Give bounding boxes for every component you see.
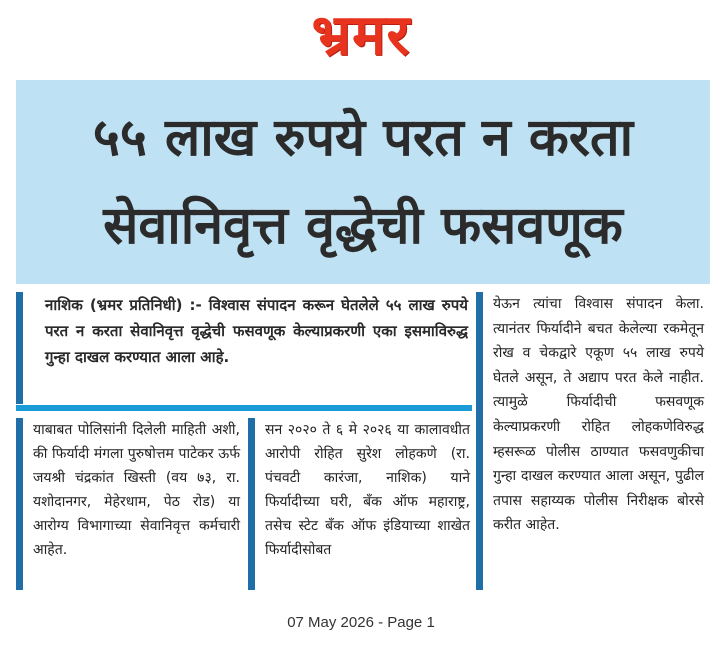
- masthead-logo: [0, 0, 722, 72]
- column-3-text: येऊन त्यांचा विश्वास संपादन केला. त्यानंतर फिर्यादीने बचत केलेल्या रकमेतून रोख व चेकद्वारे एकूण ५५ लाख रुपये घेतले असून, ते अद्याप परत केले नाहीत. त्यामुळे फिर्यादीची फसवणूक केल्याप्रकरणी रोहित लोहकणेविरुद्ध म्हसरूळ पोलीस ठाण्यात फसवणुकीचा गुन्हा दाखल करण्यात आला असून, पुढील तपास सहाय्यक पोलीस निरीक्षक बोरसे करीत आहेत.: [493, 296, 704, 534]
- article-column-1: [16, 418, 244, 590]
- headline-line-2: सेवानिवृत्त वृद्धेची फसवणूक: [103, 196, 623, 256]
- article-column-2: [248, 418, 474, 590]
- masthead-title: भ्रमर: [311, 3, 411, 68]
- column-2-text: सन २०२० ते ६ मे २०२६ या कालावधीत आरोपी रोहित सुरेश लोहकणे (रा. पंचवटी कारंजा, नाशिक) याने फिर्यादीच्या घरी, बँक ऑफ महाराष्ट्र, तसेच स्टेट बँक ऑफ इंडियाच्या शाखेत फिर्यादीसोबत: [265, 422, 470, 558]
- headline-line-1: ५५ लाख रुपये परत न करता: [92, 108, 634, 168]
- lead-paragraph: नाशिक (भ्रमर प्रतिनिधी) :- विश्वास संपादन करून घेतलेले ५५ लाख रुपये परत न करता सेवानिवृत्त वृद्धेची फसवणूक केल्याप्रकरणी एका इसमाविरुद्ध गुन्हा दाखल करण्यात आला आहे.: [16, 292, 472, 404]
- column-1-text: याबाबत पोलिसांनी दिलेली माहिती अशी, की फिर्यादी मंगला पुरुषोत्तम पाटेकर ऊर्फ जयश्री चंद्रकांत खिस्ती (वय ७३, रा. यशोदानगर, मेहेरधाम, पेठ रोड) या आरोग्य विभागाच्या सेवानिवृत्त कर्मचारी आहेत.: [33, 422, 240, 558]
- page-footer: 07 May 2026 - Page 1: [287, 614, 435, 631]
- section-divider: [16, 405, 472, 411]
- article-column-3: [476, 292, 710, 590]
- headline-box: [16, 80, 710, 284]
